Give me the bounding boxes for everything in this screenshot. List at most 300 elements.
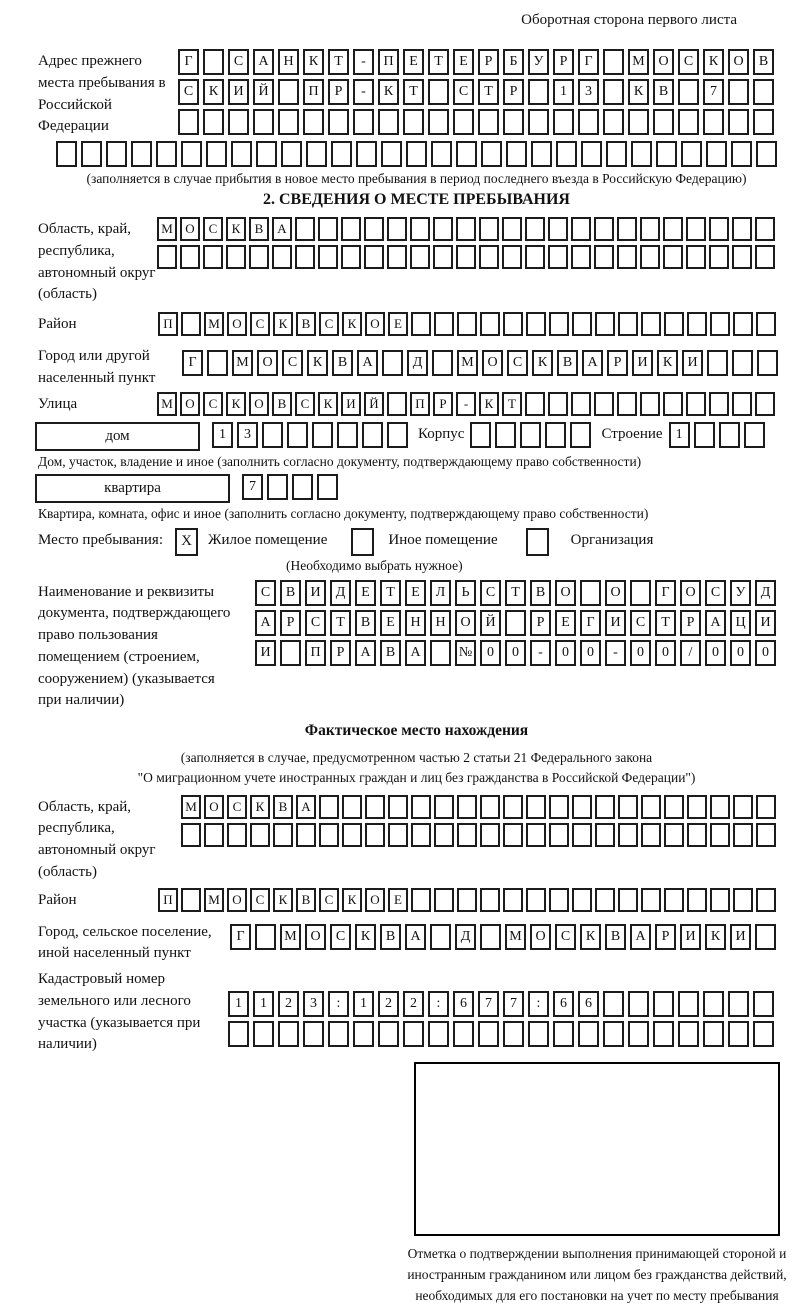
char-box[interactable] xyxy=(478,1021,499,1047)
char-box[interactable] xyxy=(753,991,774,1017)
char-box[interactable] xyxy=(428,109,449,135)
char-box[interactable]: 3 xyxy=(303,991,324,1017)
char-box[interactable] xyxy=(617,217,637,241)
char-box[interactable] xyxy=(719,422,740,448)
char-box[interactable]: Е xyxy=(453,49,474,75)
char-box[interactable] xyxy=(526,888,546,912)
char-box[interactable] xyxy=(703,109,724,135)
char-box[interactable] xyxy=(733,312,753,336)
char-box[interactable] xyxy=(653,109,674,135)
char-box[interactable] xyxy=(618,795,638,819)
char-box[interactable] xyxy=(526,312,546,336)
char-box[interactable] xyxy=(281,141,302,167)
char-box[interactable] xyxy=(594,217,614,241)
char-box[interactable] xyxy=(203,245,223,269)
char-box[interactable] xyxy=(341,245,361,269)
char-box[interactable] xyxy=(226,245,246,269)
char-box[interactable] xyxy=(603,49,624,75)
char-box[interactable]: 0 xyxy=(505,640,526,666)
char-box[interactable]: 6 xyxy=(553,991,574,1017)
char-box[interactable] xyxy=(678,109,699,135)
char-box[interactable]: А xyxy=(630,924,651,950)
char-box[interactable] xyxy=(303,1021,324,1047)
char-box[interactable] xyxy=(181,141,202,167)
char-box[interactable] xyxy=(756,795,776,819)
char-box[interactable] xyxy=(731,141,752,167)
char-box[interactable]: 0 xyxy=(705,640,726,666)
char-box[interactable]: М xyxy=(457,350,478,376)
char-box[interactable] xyxy=(280,640,301,666)
char-box[interactable]: С xyxy=(203,392,223,416)
char-box[interactable] xyxy=(687,888,707,912)
char-box[interactable] xyxy=(433,245,453,269)
char-box[interactable]: Р xyxy=(553,49,574,75)
char-box[interactable]: Т xyxy=(655,610,676,636)
char-box[interactable] xyxy=(594,392,614,416)
char-box[interactable]: Е xyxy=(355,580,376,606)
char-box[interactable]: Т xyxy=(505,580,526,606)
char-box[interactable] xyxy=(525,217,545,241)
char-box[interactable]: В xyxy=(280,580,301,606)
char-box[interactable]: К xyxy=(342,888,362,912)
char-box[interactable]: О xyxy=(530,924,551,950)
char-box[interactable] xyxy=(256,141,277,167)
char-box[interactable]: Т xyxy=(403,79,424,105)
char-box[interactable] xyxy=(228,109,249,135)
char-box[interactable] xyxy=(503,888,523,912)
char-box[interactable]: - xyxy=(605,640,626,666)
char-box[interactable] xyxy=(181,888,201,912)
char-box[interactable] xyxy=(456,217,476,241)
char-box[interactable]: В xyxy=(332,350,353,376)
char-box[interactable] xyxy=(250,823,270,847)
char-box[interactable]: С xyxy=(330,924,351,950)
char-box[interactable] xyxy=(556,141,577,167)
char-box[interactable]: Р xyxy=(530,610,551,636)
char-box[interactable] xyxy=(631,141,652,167)
char-box[interactable]: Е xyxy=(388,888,408,912)
char-box[interactable]: 0 xyxy=(655,640,676,666)
char-box[interactable]: Й xyxy=(253,79,274,105)
char-box[interactable] xyxy=(710,795,730,819)
char-box[interactable] xyxy=(703,991,724,1017)
char-box[interactable] xyxy=(478,109,499,135)
apartment-type-box[interactable]: квартира xyxy=(35,474,230,503)
char-box[interactable] xyxy=(410,245,430,269)
char-box[interactable]: Д xyxy=(455,924,476,950)
char-box[interactable] xyxy=(572,823,592,847)
char-box[interactable] xyxy=(756,312,776,336)
char-box[interactable] xyxy=(382,350,403,376)
char-box[interactable]: М xyxy=(157,392,177,416)
char-box[interactable]: / xyxy=(680,640,701,666)
char-box[interactable] xyxy=(364,217,384,241)
char-box[interactable]: К xyxy=(250,795,270,819)
char-box[interactable] xyxy=(548,392,568,416)
char-box[interactable] xyxy=(503,1021,524,1047)
char-box[interactable] xyxy=(267,474,288,500)
char-box[interactable] xyxy=(595,823,615,847)
char-box[interactable] xyxy=(353,1021,374,1047)
char-box[interactable]: 7 xyxy=(478,991,499,1017)
char-box[interactable]: И xyxy=(755,610,776,636)
char-box[interactable]: П xyxy=(378,49,399,75)
char-box[interactable]: К xyxy=(378,79,399,105)
char-box[interactable] xyxy=(502,217,522,241)
char-box[interactable] xyxy=(757,350,778,376)
char-box[interactable]: Р xyxy=(328,79,349,105)
char-box[interactable] xyxy=(457,823,477,847)
char-box[interactable] xyxy=(432,350,453,376)
char-box[interactable] xyxy=(456,245,476,269)
char-box[interactable]: С xyxy=(480,580,501,606)
char-box[interactable]: Р xyxy=(680,610,701,636)
char-box[interactable] xyxy=(253,109,274,135)
char-box[interactable] xyxy=(728,991,749,1017)
char-box[interactable]: 0 xyxy=(755,640,776,666)
char-box[interactable]: О xyxy=(204,795,224,819)
char-box[interactable]: Г xyxy=(578,49,599,75)
char-box[interactable] xyxy=(480,924,501,950)
char-box[interactable]: Д xyxy=(330,580,351,606)
char-box[interactable] xyxy=(456,141,477,167)
char-box[interactable] xyxy=(603,109,624,135)
char-box[interactable] xyxy=(709,217,729,241)
char-box[interactable] xyxy=(733,795,753,819)
char-box[interactable] xyxy=(295,245,315,269)
char-box[interactable]: А xyxy=(253,49,274,75)
char-box[interactable] xyxy=(732,245,752,269)
char-box[interactable]: С xyxy=(555,924,576,950)
char-box[interactable] xyxy=(411,888,431,912)
char-box[interactable]: В xyxy=(753,49,774,75)
char-box[interactable]: И xyxy=(730,924,751,950)
char-box[interactable]: И xyxy=(228,79,249,105)
char-box[interactable]: К xyxy=(307,350,328,376)
char-box[interactable] xyxy=(528,79,549,105)
char-box[interactable]: 6 xyxy=(453,991,474,1017)
char-box[interactable]: К xyxy=(273,888,293,912)
char-box[interactable] xyxy=(756,823,776,847)
char-box[interactable] xyxy=(434,795,454,819)
char-box[interactable] xyxy=(520,422,541,448)
char-box[interactable]: - xyxy=(530,640,551,666)
char-box[interactable]: : xyxy=(428,991,449,1017)
char-box[interactable] xyxy=(603,79,624,105)
char-box[interactable]: - xyxy=(353,49,374,75)
char-box[interactable] xyxy=(328,1021,349,1047)
char-box[interactable]: С xyxy=(295,392,315,416)
char-box[interactable] xyxy=(641,888,661,912)
char-box[interactable]: О xyxy=(227,312,247,336)
char-box[interactable] xyxy=(571,217,591,241)
char-box[interactable] xyxy=(640,392,660,416)
char-box[interactable] xyxy=(106,141,127,167)
char-box[interactable] xyxy=(678,991,699,1017)
char-box[interactable] xyxy=(710,888,730,912)
char-box[interactable] xyxy=(578,109,599,135)
char-box[interactable]: С xyxy=(319,888,339,912)
char-box[interactable] xyxy=(641,312,661,336)
char-box[interactable] xyxy=(733,823,753,847)
char-box[interactable] xyxy=(710,312,730,336)
char-box[interactable]: К xyxy=(628,79,649,105)
char-box[interactable] xyxy=(528,1021,549,1047)
char-box[interactable] xyxy=(378,1021,399,1047)
char-box[interactable] xyxy=(337,422,358,448)
char-box[interactable]: 0 xyxy=(730,640,751,666)
char-box[interactable] xyxy=(387,217,407,241)
char-box[interactable]: В xyxy=(557,350,578,376)
char-box[interactable]: 0 xyxy=(555,640,576,666)
char-box[interactable] xyxy=(656,141,677,167)
char-box[interactable] xyxy=(728,1021,749,1047)
char-box[interactable] xyxy=(628,1021,649,1047)
char-box[interactable]: К xyxy=(203,79,224,105)
char-box[interactable]: Т xyxy=(330,610,351,636)
char-box[interactable] xyxy=(434,823,454,847)
char-box[interactable] xyxy=(255,924,276,950)
char-box[interactable] xyxy=(572,795,592,819)
char-box[interactable] xyxy=(531,141,552,167)
char-box[interactable] xyxy=(617,392,637,416)
char-box[interactable] xyxy=(505,610,526,636)
char-box[interactable]: П xyxy=(158,312,178,336)
char-box[interactable] xyxy=(756,141,777,167)
char-box[interactable] xyxy=(553,109,574,135)
char-box[interactable]: О xyxy=(249,392,269,416)
char-box[interactable] xyxy=(342,823,362,847)
char-box[interactable]: Д xyxy=(755,580,776,606)
char-box[interactable] xyxy=(253,1021,274,1047)
char-box[interactable] xyxy=(753,79,774,105)
char-box[interactable] xyxy=(709,392,729,416)
char-box[interactable] xyxy=(342,795,362,819)
char-box[interactable] xyxy=(480,795,500,819)
char-box[interactable]: 7 xyxy=(503,991,524,1017)
char-box[interactable] xyxy=(618,888,638,912)
char-box[interactable]: Д xyxy=(407,350,428,376)
char-box[interactable] xyxy=(231,141,252,167)
char-box[interactable]: У xyxy=(730,580,751,606)
char-box[interactable]: М xyxy=(204,888,224,912)
char-box[interactable] xyxy=(755,392,775,416)
char-box[interactable]: К xyxy=(318,392,338,416)
char-box[interactable]: К xyxy=(226,217,246,241)
char-box[interactable]: 1 xyxy=(669,422,690,448)
char-box[interactable]: О xyxy=(365,312,385,336)
char-box[interactable] xyxy=(606,141,627,167)
char-box[interactable] xyxy=(653,991,674,1017)
char-box[interactable] xyxy=(364,245,384,269)
char-box[interactable] xyxy=(617,245,637,269)
char-box[interactable]: О xyxy=(227,888,247,912)
char-box[interactable] xyxy=(388,795,408,819)
char-box[interactable] xyxy=(641,795,661,819)
char-box[interactable]: И xyxy=(341,392,361,416)
char-box[interactable] xyxy=(503,823,523,847)
char-box[interactable]: 2 xyxy=(403,991,424,1017)
char-box[interactable] xyxy=(331,141,352,167)
char-box[interactable] xyxy=(411,823,431,847)
char-box[interactable]: С xyxy=(705,580,726,606)
char-box[interactable] xyxy=(526,823,546,847)
char-box[interactable] xyxy=(287,422,308,448)
char-box[interactable]: - xyxy=(456,392,476,416)
char-box[interactable] xyxy=(278,109,299,135)
char-box[interactable] xyxy=(687,795,707,819)
char-box[interactable] xyxy=(228,1021,249,1047)
char-box[interactable] xyxy=(694,422,715,448)
char-box[interactable]: : xyxy=(528,991,549,1017)
char-box[interactable] xyxy=(328,109,349,135)
char-box[interactable] xyxy=(434,312,454,336)
char-box[interactable] xyxy=(365,795,385,819)
char-box[interactable]: Б xyxy=(503,49,524,75)
char-box[interactable] xyxy=(618,823,638,847)
char-box[interactable] xyxy=(732,217,752,241)
char-box[interactable]: М xyxy=(505,924,526,950)
char-box[interactable] xyxy=(387,245,407,269)
char-box[interactable]: С xyxy=(630,610,651,636)
char-box[interactable]: С xyxy=(228,49,249,75)
char-box[interactable]: 1 xyxy=(253,991,274,1017)
char-box[interactable] xyxy=(303,109,324,135)
char-box[interactable]: 6 xyxy=(578,991,599,1017)
char-box[interactable] xyxy=(603,991,624,1017)
char-box[interactable]: О xyxy=(605,580,626,606)
char-box[interactable] xyxy=(353,109,374,135)
char-box[interactable] xyxy=(503,312,523,336)
char-box[interactable]: А xyxy=(705,610,726,636)
char-box[interactable]: А xyxy=(357,350,378,376)
char-box[interactable]: А xyxy=(582,350,603,376)
char-box[interactable]: С xyxy=(507,350,528,376)
char-box[interactable] xyxy=(703,1021,724,1047)
char-box[interactable] xyxy=(206,141,227,167)
char-box[interactable] xyxy=(319,823,339,847)
char-box[interactable] xyxy=(744,422,765,448)
char-box[interactable]: Р xyxy=(607,350,628,376)
char-box[interactable] xyxy=(641,823,661,847)
char-box[interactable]: К xyxy=(703,49,724,75)
char-box[interactable]: В xyxy=(355,610,376,636)
char-box[interactable] xyxy=(480,888,500,912)
char-box[interactable] xyxy=(553,1021,574,1047)
char-box[interactable]: В xyxy=(296,888,316,912)
char-box[interactable]: М xyxy=(157,217,177,241)
char-box[interactable] xyxy=(204,823,224,847)
char-box[interactable] xyxy=(434,888,454,912)
char-box[interactable] xyxy=(595,888,615,912)
char-box[interactable]: С xyxy=(319,312,339,336)
char-box[interactable]: П xyxy=(303,79,324,105)
char-box[interactable]: И xyxy=(680,924,701,950)
char-box[interactable] xyxy=(663,245,683,269)
char-box[interactable]: - xyxy=(353,79,374,105)
char-box[interactable]: Й xyxy=(364,392,384,416)
char-box[interactable] xyxy=(356,141,377,167)
char-box[interactable]: Е xyxy=(555,610,576,636)
char-box[interactable]: Г xyxy=(655,580,676,606)
char-box[interactable]: К xyxy=(657,350,678,376)
char-box[interactable]: М xyxy=(204,312,224,336)
char-box[interactable] xyxy=(365,823,385,847)
char-box[interactable]: Р xyxy=(655,924,676,950)
char-box[interactable] xyxy=(278,79,299,105)
char-box[interactable]: С xyxy=(178,79,199,105)
char-box[interactable] xyxy=(618,312,638,336)
char-box[interactable] xyxy=(470,422,491,448)
char-box[interactable]: Е xyxy=(403,49,424,75)
char-box[interactable] xyxy=(495,422,516,448)
char-box[interactable] xyxy=(157,245,177,269)
char-box[interactable] xyxy=(403,1021,424,1047)
char-box[interactable] xyxy=(203,109,224,135)
char-box[interactable]: 0 xyxy=(580,640,601,666)
char-box[interactable]: 2 xyxy=(278,991,299,1017)
char-box[interactable]: Г xyxy=(182,350,203,376)
char-box[interactable]: А xyxy=(405,924,426,950)
char-box[interactable] xyxy=(131,141,152,167)
char-box[interactable] xyxy=(572,888,592,912)
char-box[interactable]: П xyxy=(410,392,430,416)
char-box[interactable]: В xyxy=(380,924,401,950)
char-box[interactable] xyxy=(180,245,200,269)
char-box[interactable] xyxy=(710,823,730,847)
char-box[interactable]: П xyxy=(158,888,178,912)
char-box[interactable]: С xyxy=(250,888,270,912)
char-box[interactable] xyxy=(249,245,269,269)
char-box[interactable] xyxy=(410,217,430,241)
char-box[interactable]: С xyxy=(250,312,270,336)
char-box[interactable] xyxy=(678,79,699,105)
char-box[interactable]: Е xyxy=(388,312,408,336)
char-box[interactable] xyxy=(545,422,566,448)
char-box[interactable]: М xyxy=(181,795,201,819)
char-box[interactable] xyxy=(630,580,651,606)
char-box[interactable]: 2 xyxy=(378,991,399,1017)
char-box[interactable]: О xyxy=(728,49,749,75)
char-box[interactable] xyxy=(663,392,683,416)
char-box[interactable] xyxy=(707,350,728,376)
char-box[interactable] xyxy=(571,245,591,269)
char-box[interactable]: К xyxy=(532,350,553,376)
char-box[interactable] xyxy=(481,141,502,167)
char-box[interactable] xyxy=(503,109,524,135)
char-box[interactable] xyxy=(318,217,338,241)
char-box[interactable]: Н xyxy=(278,49,299,75)
char-box[interactable] xyxy=(549,795,569,819)
char-box[interactable] xyxy=(525,392,545,416)
char-box[interactable]: 1 xyxy=(228,991,249,1017)
char-box[interactable] xyxy=(181,312,201,336)
char-box[interactable] xyxy=(570,422,591,448)
char-box[interactable]: В xyxy=(380,640,401,666)
char-box[interactable]: И xyxy=(632,350,653,376)
char-box[interactable] xyxy=(428,1021,449,1047)
char-box[interactable]: К xyxy=(580,924,601,950)
char-box[interactable] xyxy=(603,1021,624,1047)
char-box[interactable]: П xyxy=(305,640,326,666)
char-box[interactable] xyxy=(663,217,683,241)
char-box[interactable]: О xyxy=(180,392,200,416)
char-box[interactable] xyxy=(594,245,614,269)
char-box[interactable] xyxy=(664,795,684,819)
char-box[interactable] xyxy=(733,888,753,912)
char-box[interactable] xyxy=(755,245,775,269)
char-box[interactable]: А xyxy=(272,217,292,241)
